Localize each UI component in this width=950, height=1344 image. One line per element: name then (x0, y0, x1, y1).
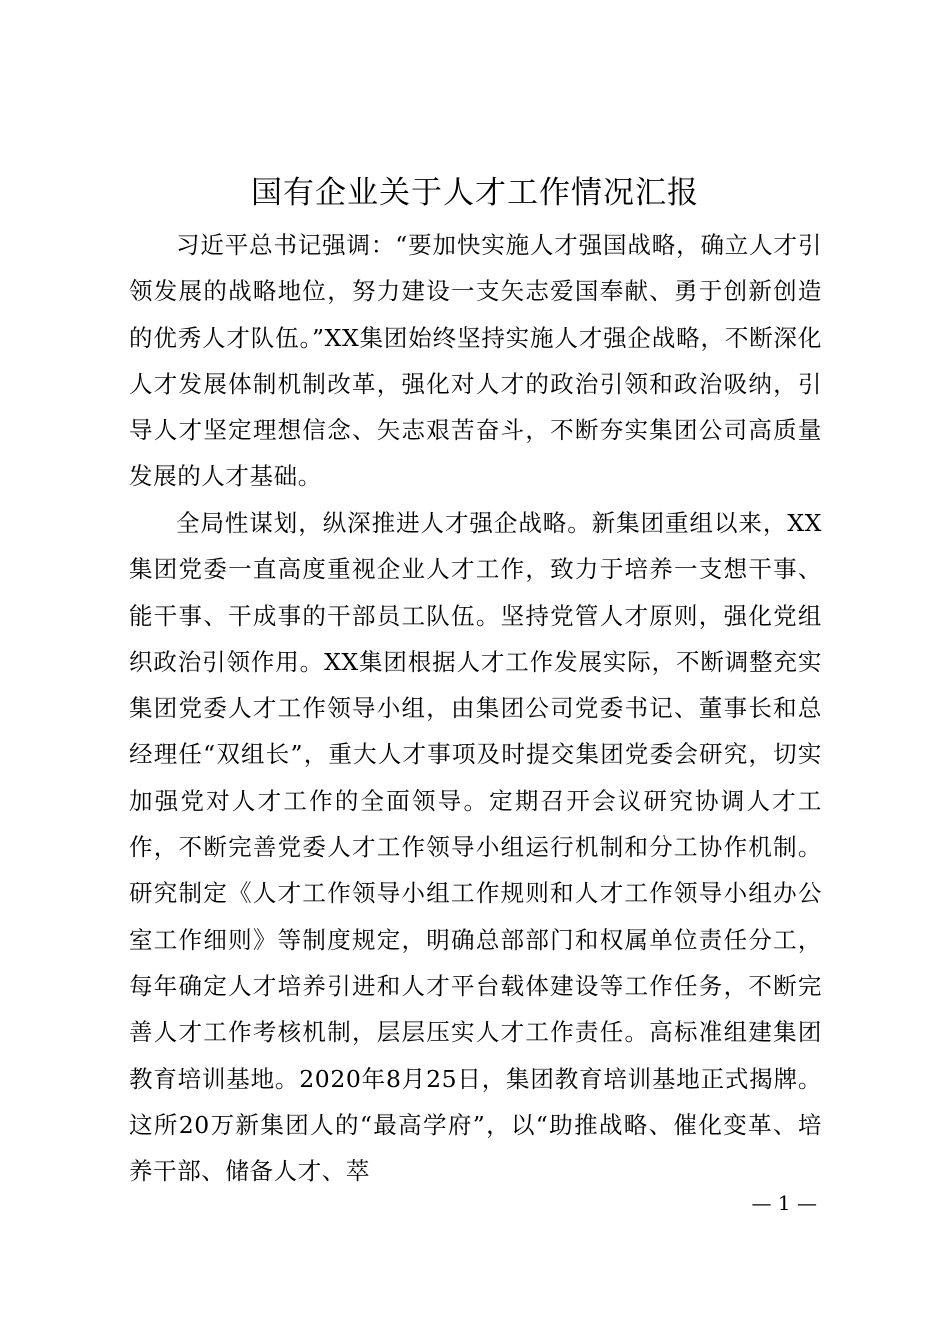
paragraph-strategy: 全局性谋划，纵深推进人才强企战略。新集团重组以来，XX集团党委一直高度重视企业人才工作，致力于培养一支想干事、能干事、干成事的干部员工队伍。坚持党管人才原则，强化党组织政治引领作用。XX集团根据人才工作发展实际，不断调整充实集团党委人才工作领导小组，由集团公司党委书记、董事长和总经理任“双组长”，重大人才事项及时提交集团党委会研究，切实加强党对人才工作的全面领导。定期召开会议研究协调人才工作，不断完善党委人才工作领导小组运行机制和分工协作机制。研究制定《人才工作领导小组工作规则和人才工作领导小组办公室工作细则》等制度规定，明确总部部门和权属单位责任分工，每年确定人才培养引进和人才平台载体建设等工作任务，不断完善人才工作考核机制，层层压实人才工作责任。高标准组建集团教育培训基地。2020年8月25日，集团教育培训基地正式揭牌。这所20万新集团人的“最高学府”，以“助推战略、催化变革、培养干部、储备人才、萃 (129, 509, 822, 1186)
page-number: — 1 — (751, 1191, 817, 1215)
paragraph-intro: 习近平总书记强调：“要加快实施人才强国战略，确立人才引领发展的战略地位，努力建设一支矢志爱国奉献、勇于创新创造的优秀人才队伍。”XX集团始终坚持实施人才强企战略，不断深化人才发展体制机制改革，强化对人才的政治引领和政治吸纳，引导人才坚定理想信念、矢志艰苦奋斗，不断夯实集团公司高质量发展的人才基础。 (129, 231, 822, 491)
document-title: 国有企业关于人才工作情况汇报 (251, 175, 699, 211)
